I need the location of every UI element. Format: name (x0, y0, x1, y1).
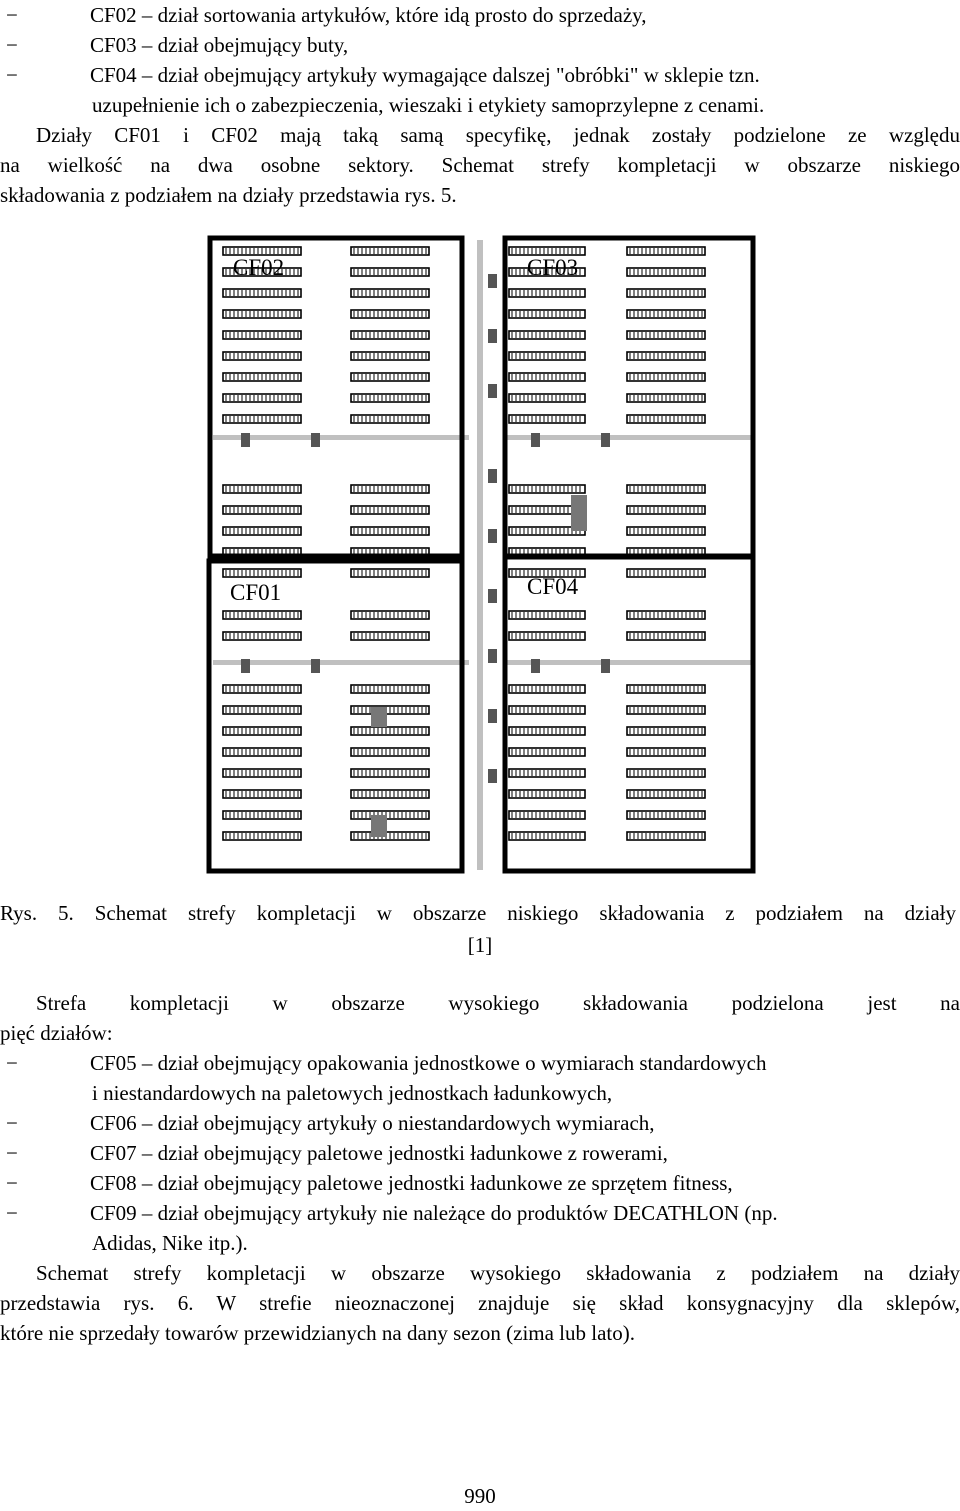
rack-row (627, 611, 705, 619)
rack-row (351, 373, 429, 381)
rack-row (351, 706, 429, 714)
aisle-marker (488, 529, 497, 543)
dash-bullet: − (6, 1111, 18, 1135)
rack-row (509, 811, 585, 819)
vertical-aisle (477, 240, 483, 870)
rack-row (627, 832, 705, 840)
rack-row (351, 632, 429, 640)
rack-row (351, 394, 429, 402)
rack-row (509, 748, 585, 756)
rack-row (223, 247, 301, 255)
rack-row (351, 289, 429, 297)
rack-row (627, 632, 705, 640)
dash-bullet: − (6, 33, 18, 57)
rack-row (223, 769, 301, 777)
rack-row (509, 769, 585, 777)
rack-row (509, 832, 585, 840)
caption-line: [1] (467, 933, 493, 957)
rack-row (223, 632, 301, 640)
list-item-text: CF07 – dział obejmujący paletowe jednostki ładunkowe z rowerami, (90, 1141, 668, 1165)
aisle-marker (488, 274, 497, 288)
rack-row (351, 310, 429, 318)
zone-label-cf04: CF04 (527, 574, 579, 599)
rack-row (351, 485, 429, 493)
rack-row (627, 331, 705, 339)
rack-row (351, 727, 429, 735)
rack-row (351, 331, 429, 339)
list-item-text: CF09 – dział obejmujący artykuły nie należące do produktów DECATHLON (np. (90, 1201, 778, 1225)
list-item-text: CF03 – dział obejmujący buty, (90, 33, 349, 57)
paragraph-line: na wielkość na dwa osobne sektory. Schemat strefy kompletacji w obszarze niskiego (0, 153, 960, 177)
rack-row (351, 268, 429, 276)
rack-row (223, 611, 301, 619)
rack-row (509, 611, 585, 619)
rack-row (627, 527, 705, 535)
list-item-continuation: i niestandardowych na paletowych jednostkach ładunkowych, (92, 1081, 613, 1105)
rack-row (351, 811, 429, 819)
rack-row (509, 247, 585, 255)
rack-row (627, 569, 705, 577)
paragraph-line: składowania z podziałem na działy przedstawia rys. 5. (0, 183, 457, 207)
rack-row (627, 685, 705, 693)
rack-row (627, 289, 705, 297)
rack-row (223, 352, 301, 360)
rack-row (627, 811, 705, 819)
aisle-marker (488, 589, 497, 603)
aisle-marker (241, 433, 250, 447)
rack-row (509, 394, 585, 402)
rack-row (627, 790, 705, 798)
rack-row (627, 706, 705, 714)
aisle-marker (531, 433, 540, 447)
rack-row (351, 832, 429, 840)
list-item-text: CF05 – dział obejmujący opakowania jednostkowe o wymiarach standardowych (90, 1051, 767, 1075)
rack-row (223, 289, 301, 297)
rack-row (223, 727, 301, 735)
rack-row (509, 485, 585, 493)
list-item-text: CF02 – dział sortowania artykułów, które idą prosto do sprzedaży, (90, 3, 647, 27)
warehouse-layout-diagram (205, 235, 757, 877)
rack-row (509, 331, 585, 339)
rack-row (223, 527, 301, 535)
rack-row (351, 415, 429, 423)
rack-row (351, 527, 429, 535)
aisle-marker (241, 659, 250, 673)
rack-row (223, 394, 301, 402)
rack-row (509, 685, 585, 693)
zone-label-cf01: CF01 (230, 580, 282, 605)
rack-row (223, 506, 301, 514)
rack-row (223, 748, 301, 756)
list-item-text: CF08 – dział obejmujący paletowe jednostki ładunkowe ze sprzętem fitness, (90, 1171, 733, 1195)
rack-row (223, 310, 301, 318)
aisle-marker (601, 659, 610, 673)
rack-row (627, 727, 705, 735)
aisle-marker (488, 709, 497, 723)
zone-label-cf03: CF03 (527, 255, 579, 280)
aisle-marker (311, 659, 320, 673)
rack-row (223, 832, 301, 840)
rack-row (627, 373, 705, 381)
list-item-text: CF04 – dział obejmujący artykuły wymagające dalszej "obróbki" w sklepie tzn. (90, 63, 760, 87)
aisle-marker (488, 649, 497, 663)
aisle-marker (488, 384, 497, 398)
dark-block (571, 495, 587, 531)
paragraph-line: Strefa kompletacji w obszarze wysokiego składowania podzielona jest na (36, 991, 960, 1015)
list-item-continuation: Adidas, Nike itp.). (92, 1231, 248, 1255)
rack-row (223, 373, 301, 381)
rack-row (351, 352, 429, 360)
dash-bullet: − (6, 1051, 18, 1075)
rack-row (351, 790, 429, 798)
rack-row (627, 769, 705, 777)
aisle-marker (488, 469, 497, 483)
rack-row (509, 706, 585, 714)
zone-label-cf02: CF02 (233, 255, 285, 280)
dark-block (371, 815, 387, 837)
rack-row (627, 748, 705, 756)
rack-row (223, 485, 301, 493)
aisle-marker (488, 329, 497, 343)
rack-row (627, 247, 705, 255)
rack-row (223, 331, 301, 339)
rack-row (351, 569, 429, 577)
rack-row (351, 685, 429, 693)
rack-row (351, 506, 429, 514)
rack-row (351, 611, 429, 619)
rack-row (627, 268, 705, 276)
dark-block (371, 707, 387, 727)
list-item-text: CF06 – dział obejmujący artykuły o niestandardowych wymiarach, (90, 1111, 655, 1135)
dash-bullet: − (6, 3, 18, 27)
rack-row (627, 506, 705, 514)
dash-bullet: − (6, 1201, 18, 1225)
rack-row (627, 352, 705, 360)
page-number: 990 (464, 1484, 496, 1508)
rack-row (509, 289, 585, 297)
rack-row (223, 569, 301, 577)
horizontal-aisle (213, 435, 469, 440)
rack-row (509, 373, 585, 381)
rack-row (509, 727, 585, 735)
rack-row (627, 310, 705, 318)
list-item-continuation: uzupełnienie ich o zabezpieczenia, wieszaki i etykiety samoprzylepne z cenami. (92, 93, 765, 117)
rack-row (509, 310, 585, 318)
aisle-marker (601, 433, 610, 447)
horizontal-aisle (505, 660, 753, 665)
paragraph-line: pięć działów: (0, 1021, 113, 1045)
rack-row (351, 748, 429, 756)
rack-row (509, 632, 585, 640)
paragraph-line: Schemat strefy kompletacji w obszarze wysokiego składowania z podziałem na działy (36, 1261, 960, 1285)
rack-row (223, 811, 301, 819)
rack-row (509, 415, 585, 423)
rack-row (509, 352, 585, 360)
paragraph-line: przedstawia rys. 6. W strefie nieoznaczonej znajduje się skład konsygnacyjny dla sklepów, (0, 1291, 960, 1315)
rack-row (223, 790, 301, 798)
rack-row (351, 769, 429, 777)
rack-row (223, 685, 301, 693)
aisle-marker (488, 769, 497, 783)
horizontal-aisle (505, 435, 753, 440)
paragraph-line: które nie sprzedały towarów przewidzianych na dany sezon (zima lub lato). (0, 1321, 636, 1345)
rack-row (627, 415, 705, 423)
rack-row (627, 485, 705, 493)
zone-frame-cf01 (209, 561, 462, 871)
caption-line: Rys. 5. Schemat strefy kompletacji w obszarze niskiego składowania z podziałem na działy (0, 901, 956, 925)
dash-bullet: − (6, 1141, 18, 1165)
rack-row (509, 790, 585, 798)
rack-row (223, 706, 301, 714)
rack-row (627, 394, 705, 402)
horizontal-aisle (213, 660, 469, 665)
aisle-marker (311, 433, 320, 447)
rack-row (223, 415, 301, 423)
dash-bullet: − (6, 1171, 18, 1195)
paragraph-line: Działy CF01 i CF02 mają taką samą specyfikę, jednak zostały podzielone ze względu (36, 123, 960, 147)
aisle-marker (531, 659, 540, 673)
rack-row (351, 247, 429, 255)
dash-bullet: − (6, 63, 18, 87)
